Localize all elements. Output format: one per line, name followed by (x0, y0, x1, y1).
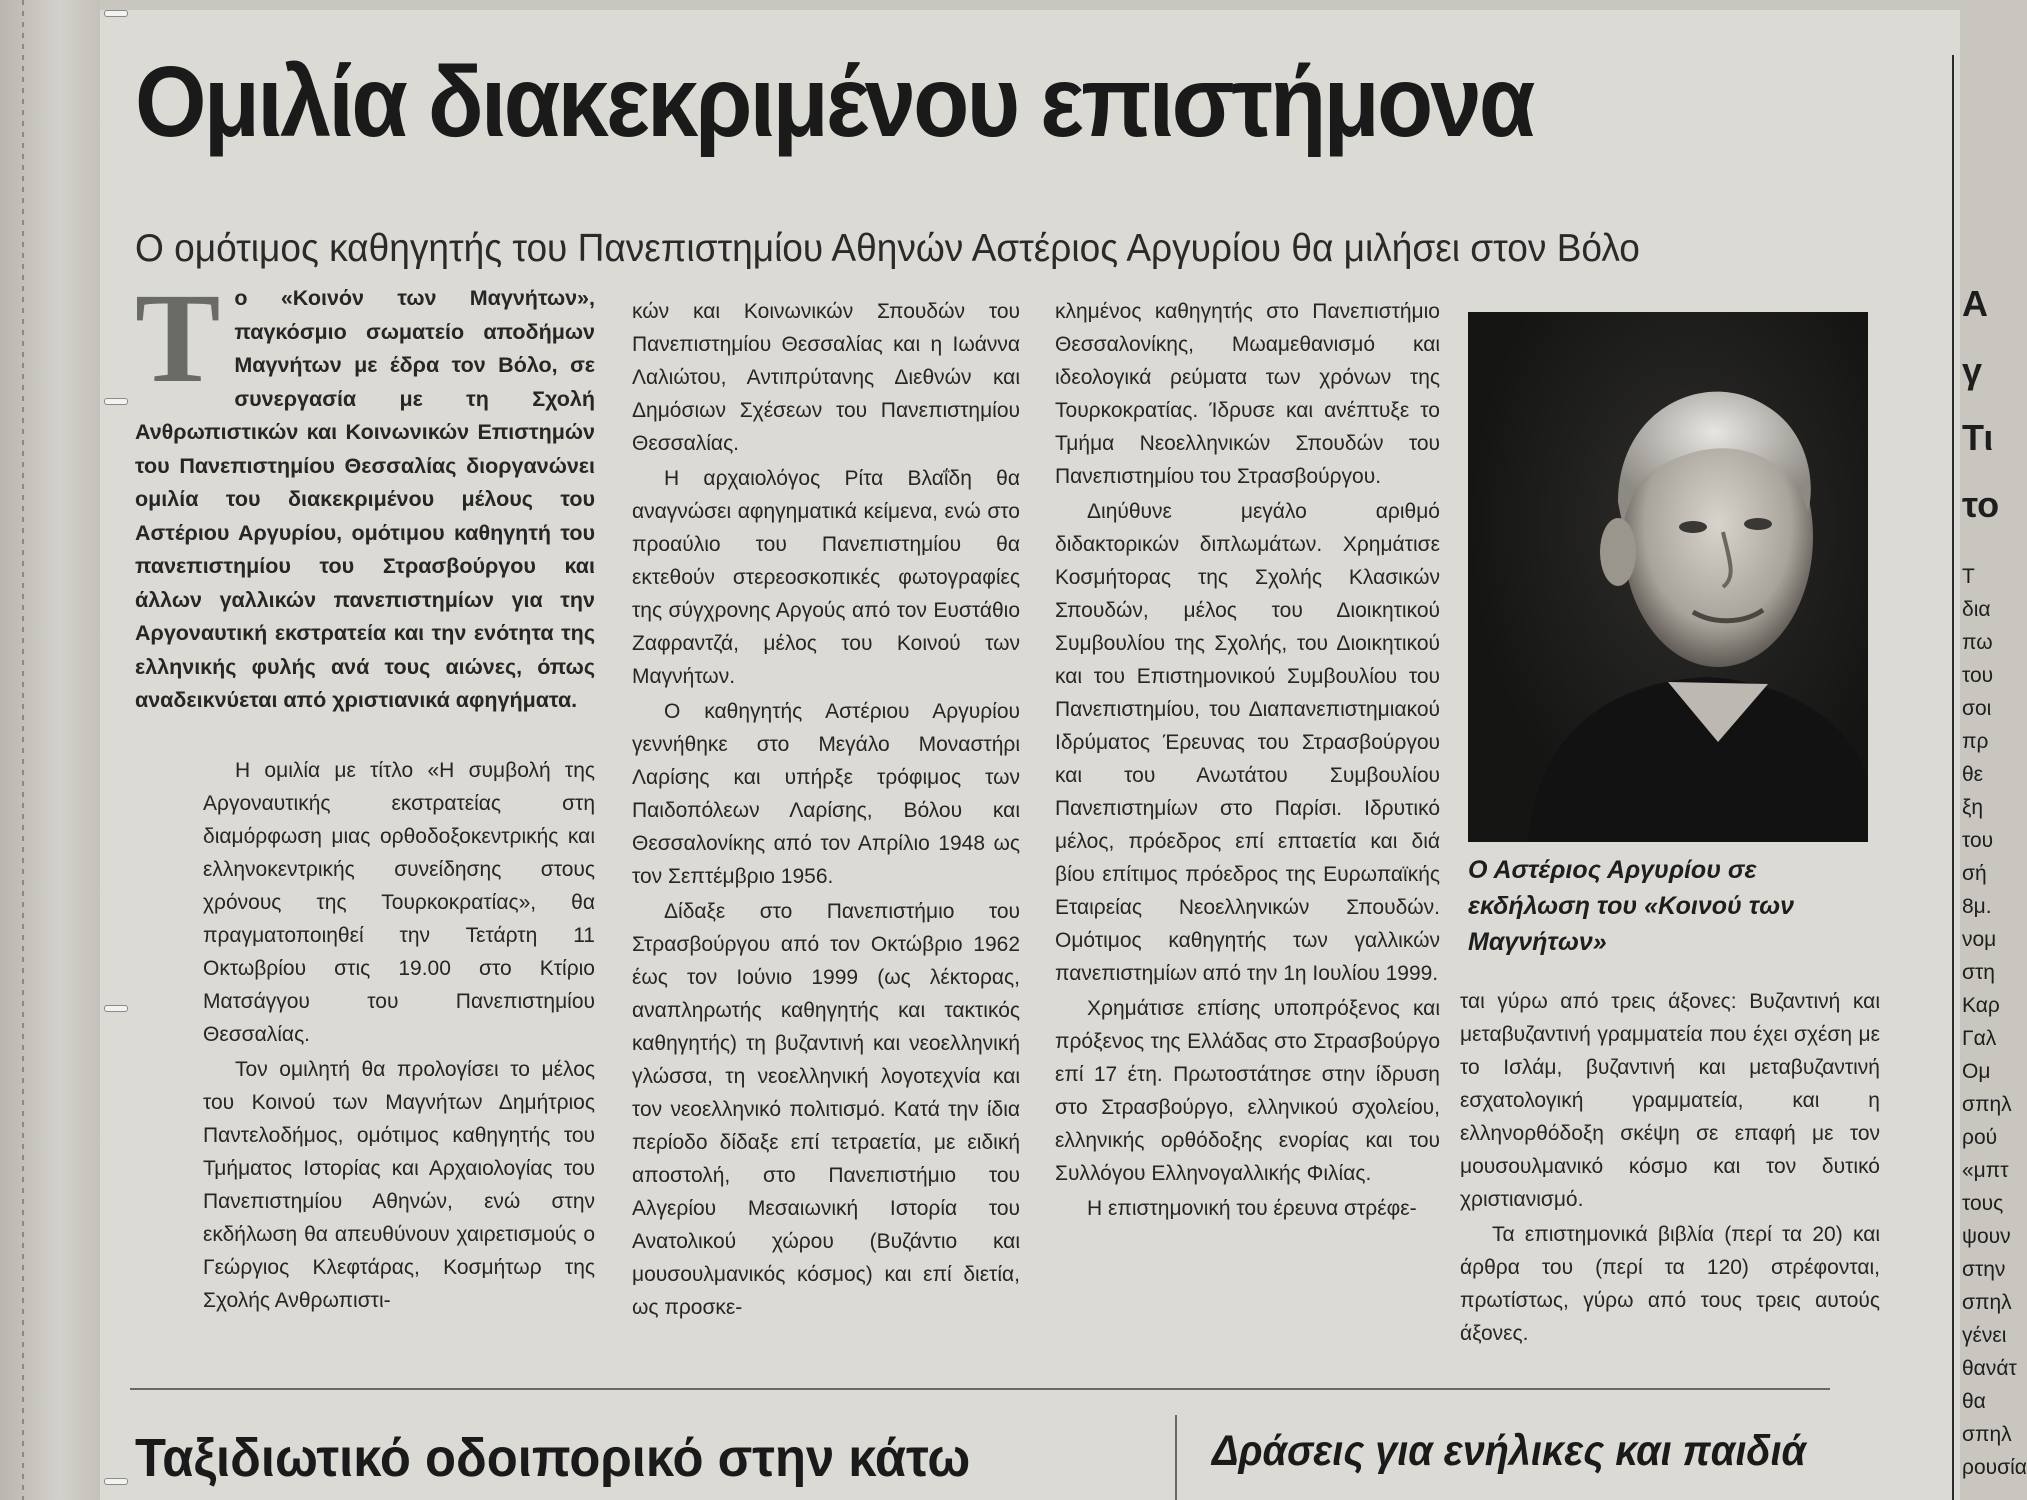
paragraph: Η επιστημονική του έρευνα στρέφε- (1087, 1197, 1417, 1220)
cropped-text-line: στην (1962, 1258, 2006, 1281)
cropped-text-line: θανάτ (1962, 1357, 2017, 1380)
cropped-text-line: θε (1962, 763, 1984, 786)
cropped-text-line: δια (1962, 598, 1991, 621)
cropped-heading-line: το (1962, 484, 2000, 525)
article-subheadline: Ο ομότιμος καθηγητής του Πανεπιστημίου Αθηνών Αστέριος Αργυρίου θα μιλήσει στον Βόλο (135, 227, 1640, 270)
column-divider (1175, 1415, 1177, 1500)
cropped-heading-line: Τι (1962, 417, 1994, 458)
cropped-text-line: Καρ (1962, 994, 2000, 1017)
adjacent-page-edge (0, 0, 100, 1500)
drop-cap: Τ (135, 267, 221, 409)
cropped-text-line: σή (1962, 862, 1987, 885)
binder-hole (104, 10, 128, 17)
cropped-text-line: ρού (1962, 1126, 1998, 1149)
cropped-text-line: σπηλ (1962, 1093, 2012, 1116)
cropped-heading-line: γ (1962, 350, 1983, 391)
article-lead (135, 267, 595, 718)
side-article-headline: Δράσεις για ενήλικες και παιδιά (1212, 1427, 1806, 1475)
paragraph: Δίδαξε στο Πανεπιστήμιο του Στρασβούργου από τον Οκτώβριο 1962 έως τον Ιούνιο 1999 (ως λέκτορας, αναπληρωτής καθηγητής και τακτικός καθηγητής) τη βυζαντινή και νεοελληνική γλώσσα, τη νεοελληνική λογοτεχνία και τον νεοελληνικό πολιτισμό. Κατά την ίδια περίοδο δίδαξε επί τετραετία, με ειδική αποστολή, στο Πανεπιστήμιο του Αλγερίου Μεσαιωνική Ιστορία του Ανατολικού χώρου (Βυζάντιο και μουσουλμανικός κόσμος) και επί διετία, ως προσκε- (632, 900, 1020, 1319)
cropped-text-line: στη (1962, 961, 1995, 984)
binder-hole (104, 1478, 128, 1485)
cropped-text-line: ψουν (1962, 1225, 2011, 1248)
cropped-text-line: θα (1962, 1390, 1986, 1413)
cropped-adjacent-column (1962, 270, 2027, 1484)
cropped-text-line: Γαλ (1962, 1027, 1997, 1050)
cropped-text-line: του (1962, 664, 1994, 687)
portrait-illustration (1468, 312, 1868, 842)
article-column-2 (632, 295, 1020, 1326)
cropped-text-line: πω (1962, 631, 1993, 654)
cropped-heading-line: A (1962, 283, 1988, 324)
lead-text: ο «Κοινόν των Μαγνήτων», παγκόσμιο σωματείο αποδήμων Μαγνήτων με έδρα τον Βόλο, σε συνεργασία με τη Σχολή Ανθρωπιστικών και Κοινωνικών Επιστημών του Πανεπιστημίου Θεσσαλίας διοργανώνει ομιλία του διακεκριμένου μέλους του Αστέριου Αργυρίου, ομότιμου καθηγητή του πανεπιστημίου του Στρασβούργου και άλλων γαλλικών πανεπιστημίων για την Αργοναυτική εκστρατεία και την ενότητα της ελληνικής φυλής ανά τους αιώνες, όπως αναδεικνύεται από χριστιανικά αφηγήματα. (135, 286, 595, 712)
binder-hole (104, 1005, 128, 1012)
cropped-text-line: «μπτ (1962, 1159, 2009, 1182)
cropped-text-line: σοι (1962, 697, 1992, 720)
article-headline: Ομιλία διακεκριμένου επιστήμονα (135, 46, 1533, 158)
binder-hole (104, 398, 128, 405)
section-divider (130, 1388, 1830, 1390)
article-column-1 (135, 267, 595, 1319)
paragraph: Η αρχαιολόγος Ρίτα Βλαΐδη θα αναγνώσει αφηγηματικά κείμενα, ενώ στο προαύλιο του Πανεπιστημίου θα εκτεθούν στερεοσκοπικές φωτογραφίες της σύγχρονης Αργούς από τον Ευστάθιο Ζαφραντζά, μέλος του Κοινού των Μαγνήτων. (632, 467, 1020, 688)
article-column-4 (1460, 985, 1880, 1352)
cropped-text-line: ξη (1962, 796, 1984, 819)
cropped-text-line: ρουσία (1962, 1456, 2027, 1479)
cropped-text-line: Ομ (1962, 1060, 1991, 1083)
cropped-text-line: νομ (1962, 928, 1997, 951)
paragraph: κών και Κοινωνικών Σπουδών του Πανεπιστημίου Θεσσαλίας και η Ιωάννα Λαλιώτου, Αντιπρύτανης Διεθνών και Δημόσιων Σχέσεων του Πανεπιστημίου Θεσσαλίας. (632, 300, 1020, 455)
cropped-text-line: του (1962, 829, 1994, 852)
cropped-text-line: σπηλ (1962, 1291, 2012, 1314)
paragraph: Διηύθυνε μεγάλο αριθμό διδακτορικών διπλωμάτων. Χρημάτισε Κοσμήτορας της Σχολής Κλασικών Σπουδών, μέλος του Διοικητικού Συμβουλίου της Σχολής, του Διοικητικού και του Επιστημονικού Συμβουλίου του Πανεπιστημίου, του Διαπανεπιστημιακού Ιδρύματος Έρευνας του Στρασβούργου και του Ανωτάτου Συμβουλίου Πανεπιστημίων στο Παρίσι. Ιδρυτικό μέλος, πρόεδρος επί επταετία και διά βίου επίτιμος πρόεδρος της Ευρωπαϊκής Εταιρείας Νεοελληνικών Σπουδών. Ομότιμος καθηγητής των γαλλικών πανεπιστημίων από την 1η Ιουλίου 1999. (1055, 500, 1440, 985)
portrait-photo (1468, 312, 1868, 842)
cropped-text-line: πρ (1962, 730, 1989, 753)
cropped-text-line: σπηλ (1962, 1423, 2012, 1446)
paragraph: κλημένος καθηγητής στο Πανεπιστήμιο Θεσσαλονίκης, Μωαμεθανισμό και ιδεολογικά ρεύματα των χρόνων της Τουρκοκρατίας. Ίδρυσε και ανέπτυξε το Τμήμα Νεοελληνικών Σπουδών του Πανεπιστημίου του Στρασβούργου. (1055, 300, 1440, 488)
cropped-text-line: τους (1962, 1192, 2004, 1215)
paragraph: ται γύρω από τρεις άξονες: Βυζαντινή και μεταβυζαντινή γραμματεία που έχει σχέση με το Ισλάμ, βυζαντινή και μεταβυζαντινή εσχατολογική γραμματεία, και η ελληνορθόδοξη σκέψη σε επαφή με τον μουσουλμανικό κόσμο και τον δυτικό χριστιανισμό. (1460, 990, 1880, 1211)
article-column-3 (1055, 295, 1440, 1227)
cropped-text-line: 8μ. (1962, 895, 1992, 918)
paragraph: Ο καθηγητής Αστέριου Αργυρίου γεννήθηκε στο Μεγάλο Μοναστήρι Λαρίσης και υπήρξε τρόφιμος των Παιδοπόλεων Λαρίσης, Βόλου και Θεσσαλονίκης από τον Απρίλιο 1948 ως τον Σεπτέμβριο 1956. (632, 700, 1020, 888)
next-article-headline: Ταξιδιωτικό οδοιπορικό στην κάτω (135, 1428, 971, 1488)
photo-caption: Ο Αστέριος Αργυρίου σε εκδήλωση του «Κοινού των Μαγνήτων» (1468, 856, 1795, 956)
cropped-text-line: γένει (1962, 1324, 2007, 1347)
paragraph: Τα επιστημονικά βιβλία (περί τα 20) και άρθρα του (περί τα 120) στρέφονται, πρωτίστως, γύρω από τους τρεις αυτούς άξονες. (1460, 1223, 1880, 1345)
column-rule (1952, 55, 1954, 1500)
paragraph: Τον ομιλητή θα προλογίσει το μέλος του Κοινού των Μαγνήτων Δημήτριος Παντελοδήμος, ομότιμος καθηγητής του Τμήματος Ιστορίας και Αρχαιολογίας του Πανεπιστημίου Αθηνών, ενώ στην εκδήλωση θα απευθύνουν χαιρετισμούς ο Γεώργιος Κλεφτάρας, Κοσμήτωρ της Σχολής Ανθρωπιστι- (203, 1057, 595, 1312)
paragraph: Χρημάτισε επίσης υποπρόξενος και πρόξενος της Ελλάδας στο Στρασβούργο επί 17 έτη. Πρωτοστάτησε στην ίδρυση στο Στρασβούργο, ελληνικού σχολείου, ελληνικής ορθόδοξης ενορίας και του Συλλόγου Ελληνογαλλικής Φιλίας. (1055, 997, 1440, 1185)
cropped-text-line: Τ (1962, 565, 1975, 588)
paragraph: Η ομιλία με τίτλο «Η συμβολή της Αργοναυτικής εκστρατείας στη διαμόρφωση μιας ορθοδοξοκεντρικής και ελληνοκεντρικής συνείδησης στους χρόνους της Τουρκοκρατίας», θα πραγματοποιηθεί την Τετάρτη 11 Οκτωβρίου στις 19.00 στο Κτίριο Ματσάγγου του Πανεπιστημίου Θεσσαλίας. (203, 758, 595, 1046)
